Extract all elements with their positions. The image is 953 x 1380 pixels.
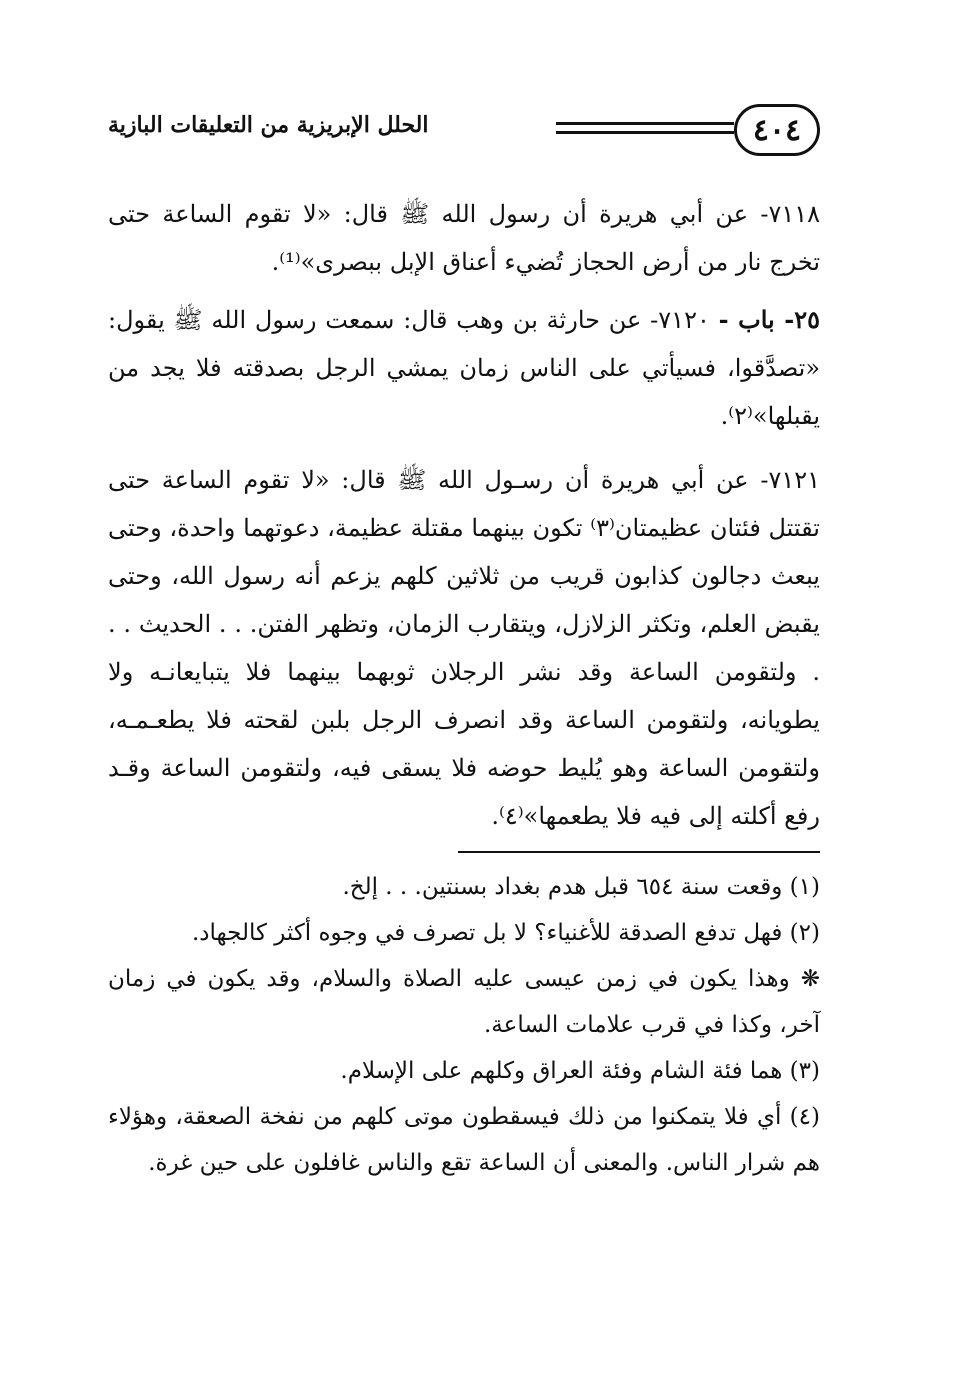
hadith-7118-block — [108, 190, 820, 286]
chapter-heading: ٢٥- باب - — [718, 305, 821, 334]
footnote-4: (٤) أي فلا يتمكنوا من ذلك فيسقطون موتى كلهم من نفخة الصعقة، وهؤلاء هم شرار الناس. والمعنى أن الساعة تقع والناس غافلون على حين غرة. — [108, 1104, 820, 1176]
footnotes — [108, 864, 820, 1186]
hadith-7120-paragraph — [108, 296, 820, 440]
page-header — [108, 104, 820, 160]
footnote-separator — [458, 851, 820, 853]
footnote-1: (١) وقعت سنة ٦٥٤ قبل هدم بغداد بسنتين. . . إلخ. — [342, 874, 820, 900]
footnote-2-note: ❋ وهذا يكون في زمن عيسى عليه الصلاة والسلام، وقد يكون في زمان آخر، وكذا في قرب علامات الساعة. — [108, 966, 820, 1038]
hadith-7118: ٧١١٨- عن أبي هريرة أن رسول الله ﷺ قال: «لا تقوم الساعة حتى تخرج نار من أرض الحجاز تُضيء أعناق الإبل ببصرى»⁽¹⁾. — [108, 200, 820, 276]
footnote-3: (٣) هما فئة الشام وفئة العراق وكلهم على الإسلام. — [340, 1058, 820, 1084]
footnote-2: (٢) فهل تدفع الصدقة للأغنياء؟ لا بل تصرف في وجوه أكثر كالجهاد. — [191, 920, 820, 946]
running-title: الحلل الإبريزية من التعليقات البازية — [108, 112, 429, 138]
header-double-rule — [556, 122, 734, 134]
hadith-7120-block — [108, 296, 820, 440]
hadith-7121: ٧١٢١- عن أبي هريرة أن رسـول الله ﷺ قال: «لا تقوم الساعة حتى تقتتل فئتان عظيمتان⁽٣⁾ تكون بينهما مقتلة عظيمة، دعوتهما واحدة، وحتى يبعث دجالون كذابون قريب من ثلاثين كلهم يزعم أنه رسول الله، وحتى يقبض العلم، وتكثر الزلازل، ويتقارب الزمان، وتظهر الفتن. . . الحديث . . . ولتقومن الساعة وقد نشر الرجلان ثوبهما بينهما فلا يتبايعانـه ولا يطويانه، ولتقومن الساعة وقد انصرف الرجل بلبن لقحته فلا يطعـمـه، ولتقومن الساعة وهو يُليط حوضه فلا يسقى فيه، ولتقومن الساعة وقـد رفع أكلته إلى فيه فلا يطعمها»⁽٤⁾. — [108, 466, 820, 830]
hadith-7120: ٧١٢٠- عن حارثة بن وهب قال: سمعت رسول الله ﷺ يقول: «تصدَّقوا، فسيأتي على الناس زمان يمشي الرجل بصدقته فلا يجد من يقبلها»⁽٢⁾. — [108, 306, 821, 430]
page-number-badge — [734, 104, 820, 156]
hadith-7121-block — [108, 456, 820, 840]
page-number: ٤٠٤ — [752, 112, 802, 148]
